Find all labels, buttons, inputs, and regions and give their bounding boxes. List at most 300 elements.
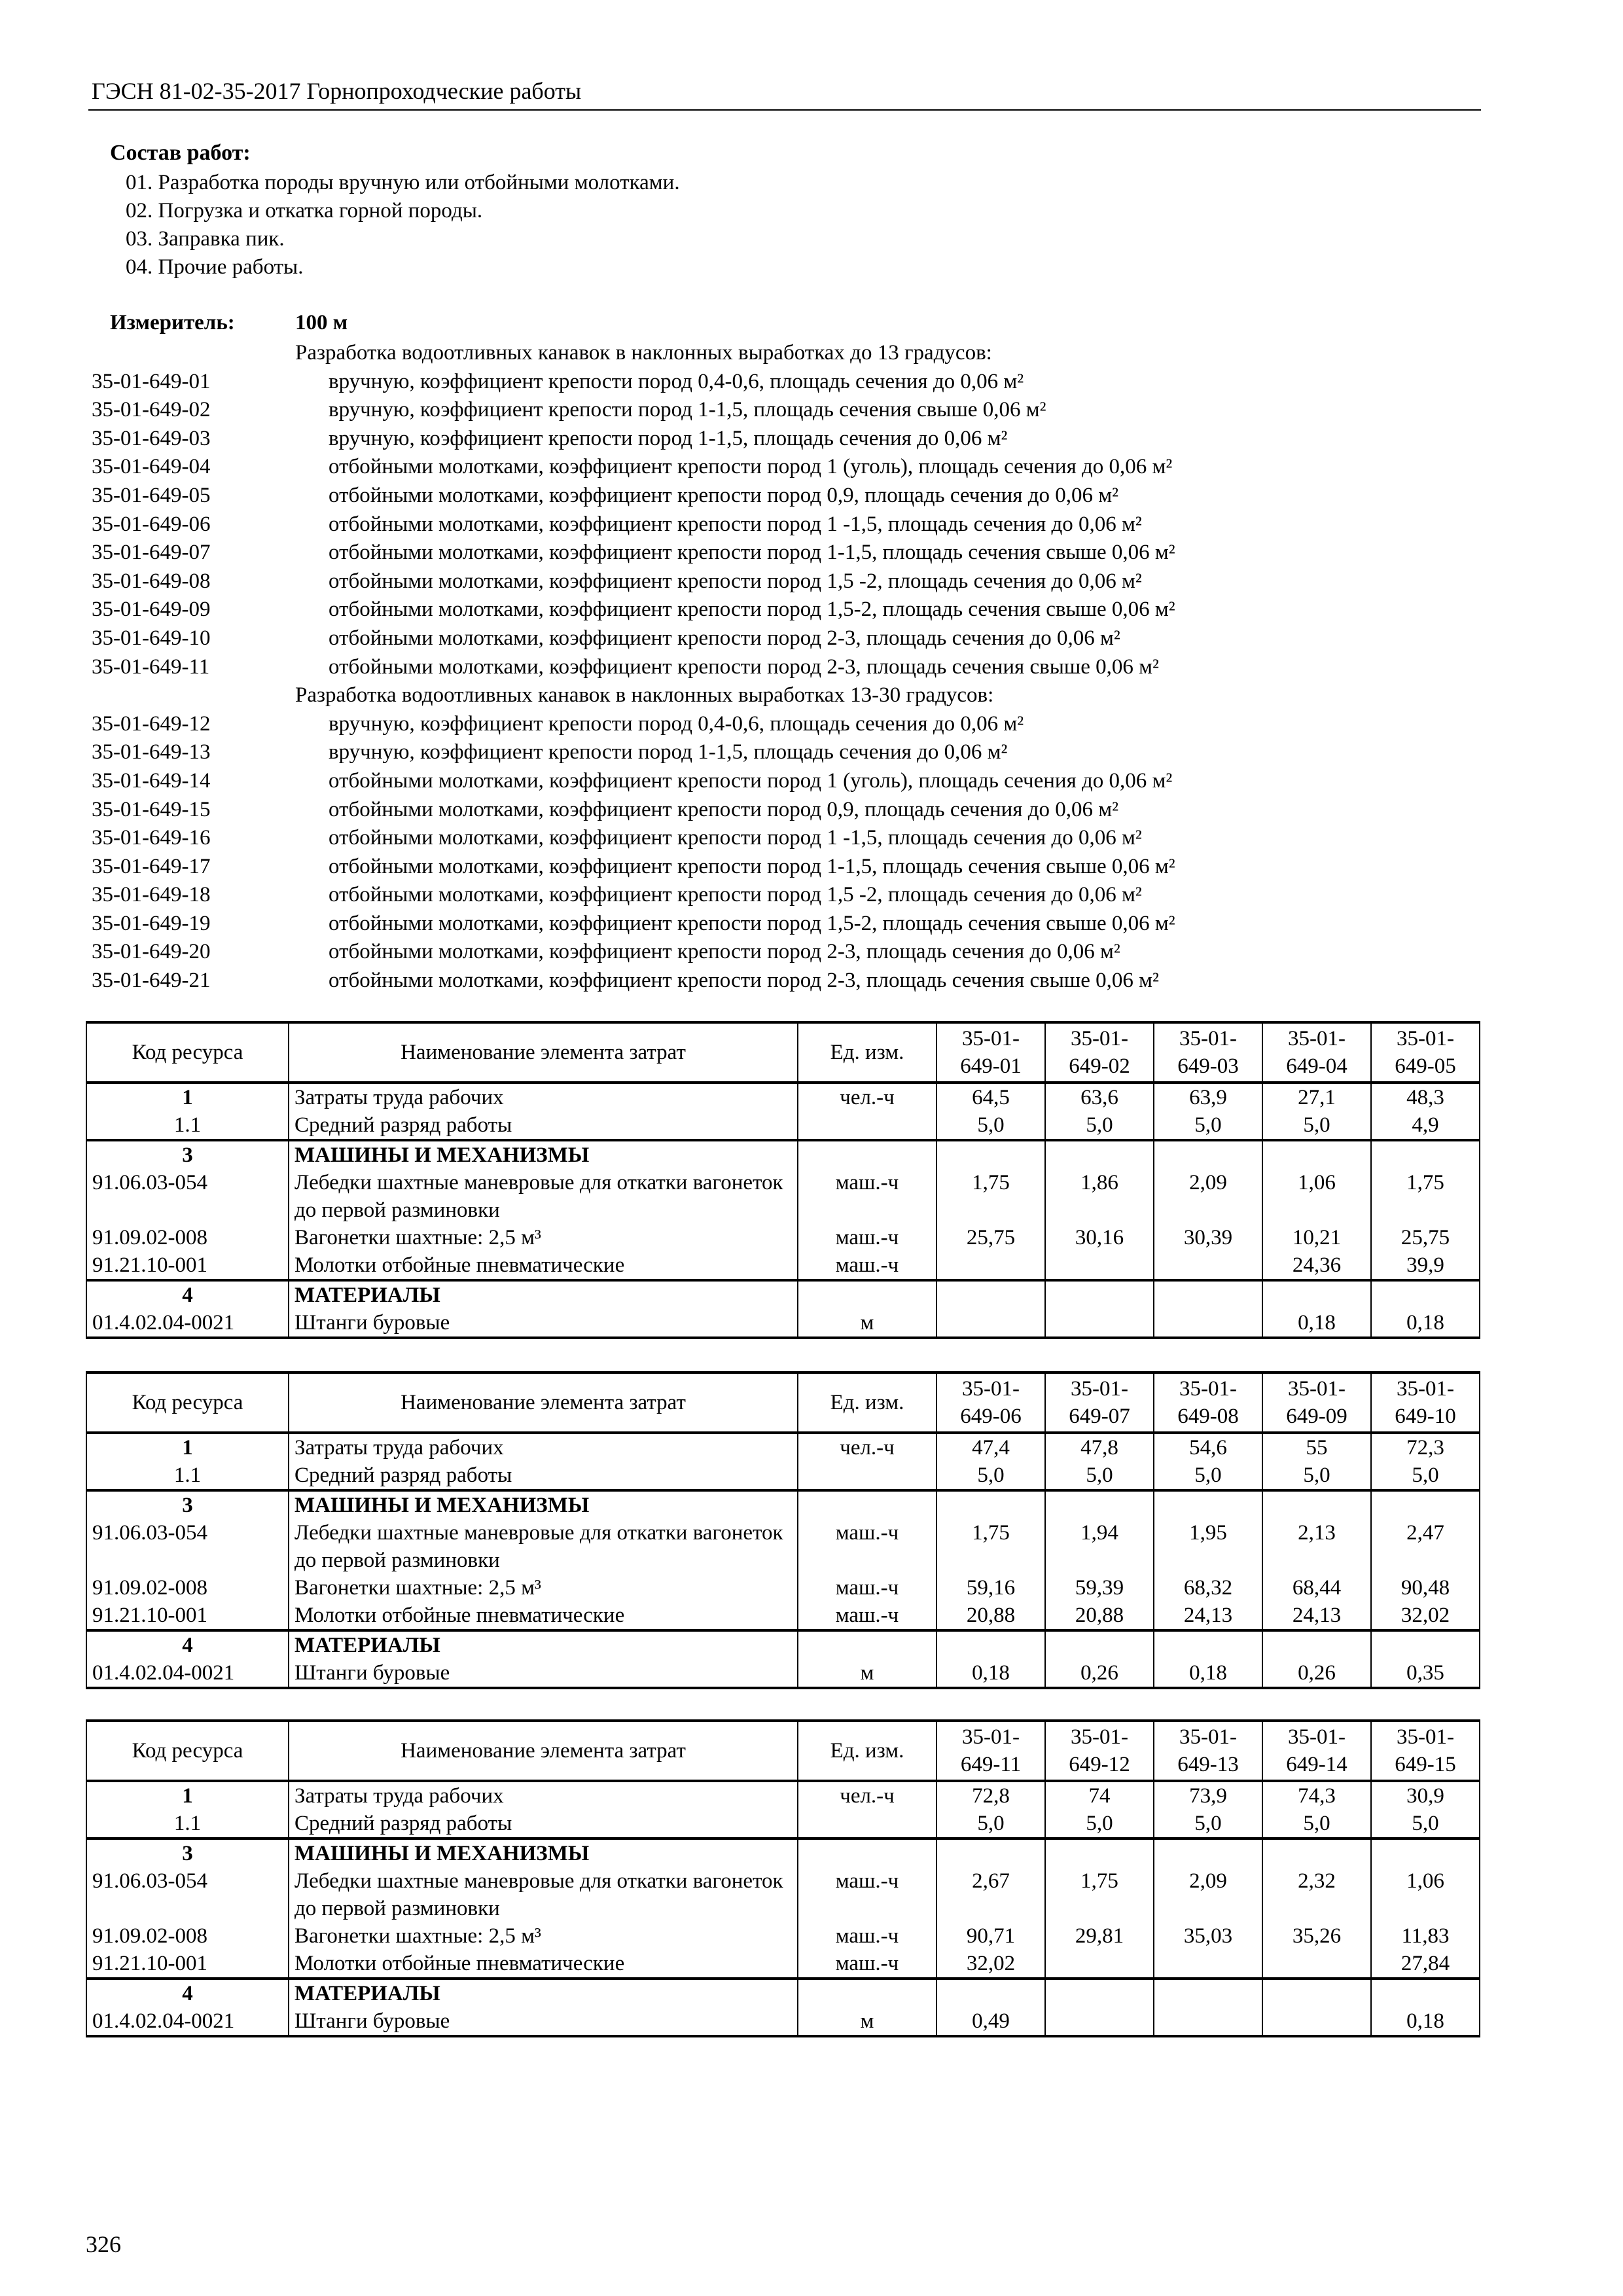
norm-description: отбойными молотками, коэффициент крепости пород 1-1,5, площадь сечения свыше 0,06 м²	[329, 541, 1175, 565]
resource-value: 54,6	[1154, 1433, 1262, 1462]
norm-item	[92, 681, 1479, 710]
norm-item	[92, 767, 1479, 796]
table-row	[86, 1979, 1480, 2007]
resource-value	[1262, 1140, 1371, 1169]
norm-code: 35-01-649-11	[92, 655, 210, 679]
table-row	[86, 1781, 1480, 1810]
resource-code: 4	[86, 1280, 289, 1309]
resource-code: 91.09.02-008	[86, 1224, 289, 1251]
resource-name: Лебедки шахтные маневровые для откатки вагонеток до первой разминовки	[289, 1169, 798, 1224]
resource-value: 47,8	[1045, 1433, 1154, 1462]
resource-code: 91.21.10-001	[86, 1950, 289, 1979]
resource-value: 0,18	[1262, 1309, 1371, 1338]
resource-value: 5,0	[1154, 1462, 1262, 1490]
resource-value	[1045, 1490, 1154, 1519]
resource-value: 2,09	[1154, 1169, 1262, 1224]
norm-description: отбойными молотками, коэффициент крепости пород 1 (уголь), площадь сечения до 0,06 м²	[329, 768, 1173, 793]
norm-item	[92, 624, 1479, 653]
norm-code: 35-01-649-12	[92, 711, 211, 736]
resource-code: 91.21.10-001	[86, 1251, 289, 1280]
header-code: Код ресурса	[86, 1721, 289, 1781]
resource-name: МАШИНЫ И МЕХАНИЗМЫ	[289, 1140, 798, 1169]
resource-unit	[798, 1490, 936, 1519]
header-norm-code: 35-01- 649-11	[936, 1721, 1045, 1781]
norm-description: отбойными молотками, коэффициент крепости пород 1,5-2, площадь сечения свыше 0,06 м²	[329, 598, 1175, 622]
resource-value: 1,95	[1154, 1519, 1262, 1574]
resource-value: 2,47	[1371, 1519, 1480, 1574]
table-header-row	[86, 1372, 1480, 1433]
resource-value: 27,84	[1371, 1950, 1480, 1979]
norm-code: 35-01-649-07	[92, 541, 211, 565]
table-row	[86, 1950, 1480, 1979]
table-row	[86, 1111, 1480, 1140]
resource-value: 72,8	[936, 1781, 1045, 1810]
resource-name: Средний разряд работы	[289, 1111, 798, 1140]
resource-value	[936, 1140, 1045, 1169]
norm-code: 35-01-649-13	[92, 740, 211, 764]
resource-value: 0,18	[936, 1659, 1045, 1688]
resource-value: 59,39	[1045, 1574, 1154, 1602]
resource-value: 0,18	[1371, 2007, 1480, 2036]
resource-value: 5,0	[1371, 1810, 1480, 1839]
work-composition-list	[126, 169, 680, 281]
norm-item	[92, 425, 1479, 454]
resource-value	[1154, 1280, 1262, 1309]
resource-unit: маш.-ч	[798, 1867, 936, 1922]
resource-value: 24,36	[1262, 1251, 1371, 1280]
norm-code: 35-01-649-06	[92, 512, 211, 536]
header-norm-code: 35-01- 649-04	[1262, 1022, 1371, 1083]
resource-unit	[798, 1630, 936, 1659]
resource-value	[1154, 1140, 1262, 1169]
resource-unit: чел.-ч	[798, 1433, 936, 1462]
norm-description: отбойными молотками, коэффициент крепости пород 1 (уголь), площадь сечения до 0,06 м²	[329, 455, 1173, 479]
table-row	[86, 1602, 1480, 1630]
resource-unit: маш.-ч	[798, 1251, 936, 1280]
norm-code: 35-01-649-17	[92, 854, 211, 878]
norm-description: отбойными молотками, коэффициент крепости пород 2-3, площадь сечения свыше 0,06 м²	[329, 655, 1159, 679]
resource-code: 91.09.02-008	[86, 1574, 289, 1602]
resource-value	[1045, 2007, 1154, 2036]
resource-value: 2,09	[1154, 1867, 1262, 1922]
resource-value	[1154, 1839, 1262, 1867]
norm-item	[92, 824, 1479, 853]
resource-value: 0,18	[1154, 1659, 1262, 1688]
norm-item	[92, 910, 1479, 939]
table-row	[86, 1462, 1480, 1490]
header-norm-code: 35-01- 649-12	[1045, 1721, 1154, 1781]
norm-item	[92, 596, 1479, 624]
resource-value: 1,06	[1371, 1867, 1480, 1922]
resource-value: 25,75	[1371, 1224, 1480, 1251]
norm-code: 35-01-649-19	[92, 911, 211, 935]
resource-value	[1045, 1251, 1154, 1280]
norm-description: отбойными молотками, коэффициент крепости пород 0,9, площадь сечения до 0,06 м²	[329, 483, 1119, 507]
resource-value: 24,13	[1154, 1602, 1262, 1630]
norm-item	[92, 539, 1479, 567]
table-row	[86, 1839, 1480, 1867]
norm-code: 35-01-649-03	[92, 426, 211, 450]
table-row	[86, 1251, 1480, 1280]
resource-value: 0,35	[1371, 1659, 1480, 1688]
resource-value: 10,21	[1262, 1224, 1371, 1251]
resource-value: 48,3	[1371, 1083, 1480, 1111]
resource-value	[1262, 1280, 1371, 1309]
resource-name: МАТЕРИАЛЫ	[289, 1630, 798, 1659]
resource-value	[1262, 1490, 1371, 1519]
resource-value: 32,02	[936, 1950, 1045, 1979]
resource-value: 1,86	[1045, 1169, 1154, 1224]
header-norm-code: 35-01- 649-15	[1371, 1721, 1480, 1781]
resource-value: 0,49	[936, 2007, 1045, 2036]
resource-name: Вагонетки шахтные: 2,5 м³	[289, 1574, 798, 1602]
header-norm-code: 35-01- 649-06	[936, 1372, 1045, 1433]
header-norm-code: 35-01- 649-09	[1262, 1372, 1371, 1433]
header-name: Наименование элемента затрат	[289, 1372, 798, 1433]
resource-name: МАШИНЫ И МЕХАНИЗМЫ	[289, 1490, 798, 1519]
resource-value: 74	[1045, 1781, 1154, 1810]
resource-unit: м	[798, 2007, 936, 2036]
resource-name: Средний разряд работы	[289, 1462, 798, 1490]
norm-item	[92, 853, 1479, 882]
resource-name: Лебедки шахтные маневровые для откатки вагонеток до первой разминовки	[289, 1519, 798, 1574]
table-row	[86, 1630, 1480, 1659]
resource-code: 1	[86, 1083, 289, 1111]
resource-code: 01.4.02.04-0021	[86, 1659, 289, 1688]
resource-unit: маш.-ч	[798, 1224, 936, 1251]
norm-item	[92, 368, 1479, 397]
resource-value: 1,75	[936, 1519, 1045, 1574]
resource-value	[1045, 1979, 1154, 2007]
resource-code: 1	[86, 1433, 289, 1462]
resource-table-1	[86, 1021, 1480, 1339]
norm-description: отбойными молотками, коэффициент крепости пород 1 -1,5, площадь сечения до 0,06 м²	[329, 512, 1142, 536]
resource-value: 0,18	[1371, 1309, 1480, 1338]
resource-value: 5,0	[1045, 1462, 1154, 1490]
table-row	[86, 1224, 1480, 1251]
norm-item	[92, 938, 1479, 967]
norm-item	[92, 710, 1479, 739]
resource-value	[1154, 1490, 1262, 1519]
header-norm-code: 35-01- 649-13	[1154, 1721, 1262, 1781]
norm-item	[92, 796, 1479, 825]
table-header-row	[86, 1022, 1480, 1083]
norm-item	[92, 881, 1479, 910]
norm-description: отбойными молотками, коэффициент крепости пород 1-1,5, площадь сечения свыше 0,06 м²	[329, 854, 1175, 878]
resource-value: 5,0	[1045, 1810, 1154, 1839]
norm-description: вручную, коэффициент крепости пород 1-1,5, площадь сечения до 0,06 м²	[329, 740, 1008, 764]
resource-name: Лебедки шахтные маневровые для откатки вагонеток до первой разминовки	[289, 1867, 798, 1922]
norm-description: отбойными молотками, коэффициент крепости пород 2-3, площадь сечения свыше 0,06 м²	[329, 969, 1159, 993]
resource-code: 91.09.02-008	[86, 1922, 289, 1950]
resource-code: 3	[86, 1490, 289, 1519]
norm-description: отбойными молотками, коэффициент крепости пород 1,5 -2, площадь сечения до 0,06 м²	[329, 569, 1142, 593]
table-row	[86, 1810, 1480, 1839]
resource-value: 20,88	[936, 1602, 1045, 1630]
resource-value: 5,0	[1154, 1111, 1262, 1140]
resource-name: Вагонетки шахтные: 2,5 м³	[289, 1224, 798, 1251]
table-row	[86, 1867, 1480, 1922]
resource-value: 4,9	[1371, 1111, 1480, 1140]
resource-value: 59,16	[936, 1574, 1045, 1602]
resource-unit	[798, 1979, 936, 2007]
norm-code: 35-01-649-16	[92, 826, 211, 850]
norm-code: 35-01-649-20	[92, 940, 211, 964]
norm-item	[92, 339, 1479, 368]
resource-value: 2,32	[1262, 1867, 1371, 1922]
table-row	[86, 1659, 1480, 1688]
resource-name: Затраты труда рабочих	[289, 1433, 798, 1462]
resource-value: 74,3	[1262, 1781, 1371, 1810]
resource-name: Штанги буровые	[289, 2007, 798, 2036]
resource-name: МАТЕРИАЛЫ	[289, 1979, 798, 2007]
table-row	[86, 1519, 1480, 1574]
resource-unit: чел.-ч	[798, 1781, 936, 1810]
norm-description: отбойными молотками, коэффициент крепости пород 0,9, площадь сечения до 0,06 м²	[329, 797, 1119, 821]
norm-item	[92, 653, 1479, 682]
norm-item	[92, 511, 1479, 539]
resource-name: Затраты труда рабочих	[289, 1781, 798, 1810]
resource-value: 73,9	[1154, 1781, 1262, 1810]
resource-code: 01.4.02.04-0021	[86, 2007, 289, 2036]
resource-value	[1045, 1140, 1154, 1169]
resource-code: 91.06.03-054	[86, 1169, 289, 1224]
resource-value	[1371, 1490, 1480, 1519]
resource-value: 25,75	[936, 1224, 1045, 1251]
header-unit: Ед. изм.	[798, 1372, 936, 1433]
norm-group-heading: Разработка водоотливных канавок в наклонных выработках 13-30 градусов:	[295, 683, 994, 708]
resource-value: 68,44	[1262, 1574, 1371, 1602]
meter-label: Измеритель:	[110, 311, 235, 334]
resource-unit: маш.-ч	[798, 1169, 936, 1224]
resource-name: Вагонетки шахтные: 2,5 м³	[289, 1922, 798, 1950]
norm-item	[92, 396, 1479, 425]
norm-code: 35-01-649-15	[92, 797, 211, 821]
resource-table-2	[86, 1371, 1480, 1689]
header-unit: Ед. изм.	[798, 1022, 936, 1083]
resource-unit	[798, 1111, 936, 1140]
resource-code: 1.1	[86, 1111, 289, 1140]
table-row	[86, 1280, 1480, 1309]
resource-code: 91.06.03-054	[86, 1519, 289, 1574]
resource-unit	[798, 1140, 936, 1169]
running-header: ГЭСН 81-02-35-2017 Горнопроходческие работы	[92, 78, 582, 104]
norm-description: отбойными молотками, коэффициент крепости пород 2-3, площадь сечения до 0,06 м²	[329, 626, 1120, 650]
resource-unit: чел.-ч	[798, 1083, 936, 1111]
resource-value: 5,0	[1045, 1111, 1154, 1140]
resource-value	[936, 1490, 1045, 1519]
work-item: 01. Разработка породы вручную или отбойными молотками.	[126, 171, 680, 194]
resource-value: 1,06	[1262, 1169, 1371, 1224]
resource-value: 1,94	[1045, 1519, 1154, 1574]
resource-value	[1154, 1979, 1262, 2007]
table-row	[86, 1490, 1480, 1519]
resource-value	[1262, 1839, 1371, 1867]
header-divider	[88, 109, 1481, 111]
header-unit: Ед. изм.	[798, 1721, 936, 1781]
resource-value: 5,0	[1371, 1462, 1480, 1490]
header-code: Код ресурса	[86, 1372, 289, 1433]
table-row	[86, 1140, 1480, 1169]
norm-item	[92, 567, 1479, 596]
table-header-row	[86, 1721, 1480, 1781]
resource-value: 30,9	[1371, 1781, 1480, 1810]
resource-value: 68,32	[1154, 1574, 1262, 1602]
norm-list	[92, 339, 1479, 996]
header-norm-code: 35-01- 649-10	[1371, 1372, 1480, 1433]
resource-unit: маш.-ч	[798, 1950, 936, 1979]
resource-value	[936, 1251, 1045, 1280]
resource-unit: маш.-ч	[798, 1574, 936, 1602]
resource-code: 4	[86, 1630, 289, 1659]
resource-unit: маш.-ч	[798, 1602, 936, 1630]
resource-code: 3	[86, 1140, 289, 1169]
header-norm-code: 35-01- 649-03	[1154, 1022, 1262, 1083]
resource-value: 29,81	[1045, 1922, 1154, 1950]
resource-value: 47,4	[936, 1433, 1045, 1462]
header-norm-code: 35-01- 649-01	[936, 1022, 1045, 1083]
resource-unit: маш.-ч	[798, 1519, 936, 1574]
norm-description: вручную, коэффициент крепости пород 0,4-0,6, площадь сечения до 0,06 м²	[329, 711, 1024, 736]
resource-value: 5,0	[1262, 1810, 1371, 1839]
resource-value: 90,48	[1371, 1574, 1480, 1602]
norm-code: 35-01-649-21	[92, 969, 211, 993]
resource-name: Средний разряд работы	[289, 1810, 798, 1839]
resource-value: 32,02	[1371, 1602, 1480, 1630]
norm-code: 35-01-649-14	[92, 768, 211, 793]
norm-description: вручную, коэффициент крепости пород 0,4-0,6, площадь сечения до 0,06 м²	[329, 369, 1024, 393]
norm-code: 35-01-649-18	[92, 883, 211, 907]
table-row	[86, 1922, 1480, 1950]
norm-code: 35-01-649-01	[92, 369, 211, 393]
resource-value	[1154, 2007, 1262, 2036]
work-composition-title: Состав работ:	[110, 141, 251, 165]
resource-value	[936, 1309, 1045, 1338]
header-name: Наименование элемента затрат	[289, 1022, 798, 1083]
header-norm-code: 35-01- 649-07	[1045, 1372, 1154, 1433]
resource-value: 5,0	[1262, 1111, 1371, 1140]
resource-value	[1262, 1950, 1371, 1979]
table-row	[86, 1169, 1480, 1224]
meter-value: 100 м	[295, 311, 348, 334]
resource-value	[936, 1839, 1045, 1867]
resource-value: 0,26	[1045, 1659, 1154, 1688]
resource-value: 1,75	[936, 1169, 1045, 1224]
resource-value: 64,5	[936, 1083, 1045, 1111]
resource-unit	[798, 1462, 936, 1490]
resource-table-3	[86, 1719, 1480, 2037]
resource-name: Молотки отбойные пневматические	[289, 1950, 798, 1979]
resource-value	[1262, 1630, 1371, 1659]
table-row	[86, 1309, 1480, 1338]
resource-value	[1371, 1839, 1480, 1867]
resource-unit	[798, 1280, 936, 1309]
resource-value: 72,3	[1371, 1433, 1480, 1462]
resource-value	[936, 1280, 1045, 1309]
table-row	[86, 1433, 1480, 1462]
header-name: Наименование элемента затрат	[289, 1721, 798, 1781]
table-row	[86, 1574, 1480, 1602]
resource-code: 91.06.03-054	[86, 1867, 289, 1922]
resource-value	[1045, 1280, 1154, 1309]
resource-value	[1045, 1839, 1154, 1867]
resource-name: Штанги буровые	[289, 1309, 798, 1338]
resource-value: 63,9	[1154, 1083, 1262, 1111]
norm-description: вручную, коэффициент крепости пород 1-1,5, площадь сечения свыше 0,06 м²	[329, 398, 1046, 422]
resource-value: 1,75	[1371, 1169, 1480, 1224]
resource-name: Штанги буровые	[289, 1659, 798, 1688]
resource-value: 11,83	[1371, 1922, 1480, 1950]
resource-code: 91.21.10-001	[86, 1602, 289, 1630]
work-item: 04. Прочие работы.	[126, 255, 304, 279]
resource-value	[1371, 1140, 1480, 1169]
page-number: 326	[86, 2231, 121, 2257]
resource-unit	[798, 1810, 936, 1839]
header-code: Код ресурса	[86, 1022, 289, 1083]
resource-value: 5,0	[1154, 1810, 1262, 1839]
resource-value: 1,75	[1045, 1867, 1154, 1922]
norm-code: 35-01-649-02	[92, 398, 211, 422]
resource-value: 20,88	[1045, 1602, 1154, 1630]
resource-value	[1154, 1309, 1262, 1338]
resource-value: 2,13	[1262, 1519, 1371, 1574]
resource-unit: маш.-ч	[798, 1922, 936, 1950]
resource-value: 24,13	[1262, 1602, 1371, 1630]
resource-value: 2,67	[936, 1867, 1045, 1922]
resource-code: 01.4.02.04-0021	[86, 1309, 289, 1338]
norm-code: 35-01-649-10	[92, 626, 211, 650]
norm-item	[92, 482, 1479, 511]
header-norm-code: 35-01- 649-05	[1371, 1022, 1480, 1083]
resource-value: 5,0	[936, 1810, 1045, 1839]
resource-value	[1371, 1630, 1480, 1659]
header-norm-code: 35-01- 649-08	[1154, 1372, 1262, 1433]
header-norm-code: 35-01- 649-14	[1262, 1721, 1371, 1781]
norm-item	[92, 967, 1479, 996]
resource-unit	[798, 1839, 936, 1867]
table-row	[86, 2007, 1480, 2036]
resource-value: 55	[1262, 1433, 1371, 1462]
resource-name: МАТЕРИАЛЫ	[289, 1280, 798, 1309]
norm-description: вручную, коэффициент крепости пород 1-1,5, площадь сечения до 0,06 м²	[329, 426, 1008, 450]
work-item: 02. Погрузка и откатка горной породы.	[126, 199, 483, 223]
norm-description: отбойными молотками, коэффициент крепости пород 2-3, площадь сечения до 0,06 м²	[329, 940, 1120, 964]
norm-code: 35-01-649-08	[92, 569, 211, 593]
resource-value: 27,1	[1262, 1083, 1371, 1111]
resource-value	[1371, 1979, 1480, 2007]
resource-value	[1045, 1950, 1154, 1979]
resource-value	[1045, 1630, 1154, 1659]
resource-code: 4	[86, 1979, 289, 2007]
norm-description: отбойными молотками, коэффициент крепости пород 1 -1,5, площадь сечения до 0,06 м²	[329, 826, 1142, 850]
norm-code: 35-01-649-04	[92, 455, 211, 479]
resource-unit: м	[798, 1659, 936, 1688]
norm-description: отбойными молотками, коэффициент крепости пород 1,5-2, площадь сечения свыше 0,06 м²	[329, 911, 1175, 935]
resource-value: 35,03	[1154, 1922, 1262, 1950]
resource-unit: м	[798, 1309, 936, 1338]
resource-value: 63,6	[1045, 1083, 1154, 1111]
resource-code: 3	[86, 1839, 289, 1867]
resource-code: 1	[86, 1781, 289, 1810]
resource-value: 90,71	[936, 1922, 1045, 1950]
resource-code: 1.1	[86, 1462, 289, 1490]
norm-code: 35-01-649-05	[92, 483, 211, 507]
resource-value: 35,26	[1262, 1922, 1371, 1950]
norm-description: отбойными молотками, коэффициент крепости пород 1,5 -2, площадь сечения до 0,06 м²	[329, 883, 1142, 907]
resource-value	[1262, 1979, 1371, 2007]
resource-value	[1154, 1950, 1262, 1979]
resource-value	[1371, 1280, 1480, 1309]
